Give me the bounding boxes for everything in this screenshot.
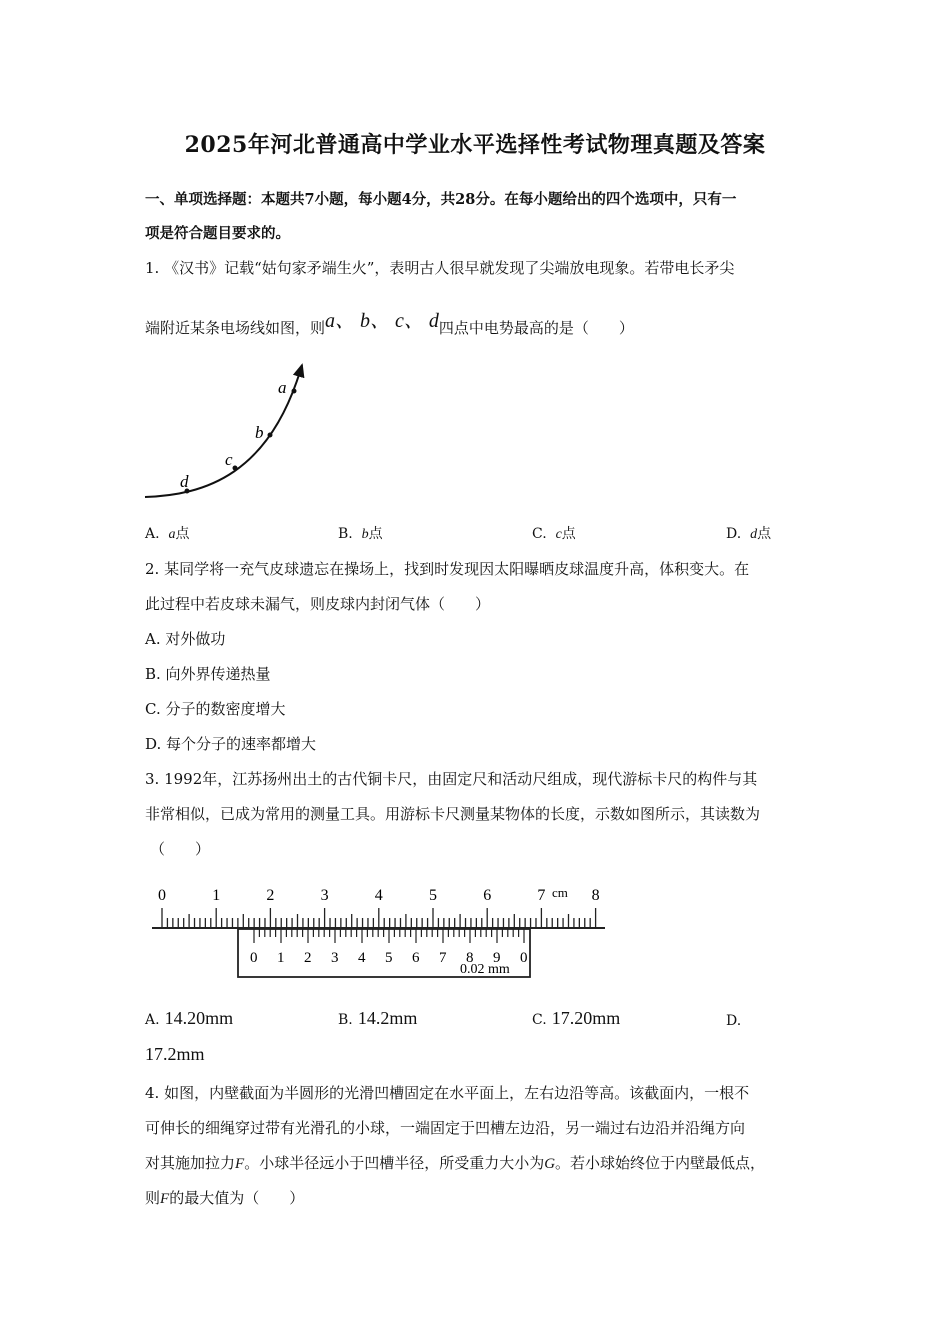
q1-option-d[interactable]: D. d点: [726, 526, 772, 542]
q1-option-c[interactable]: C. c点: [532, 526, 576, 542]
q4-line-3: 对其施加拉力F。小球半径远小于凹槽半径，所受重力大小为G。若小球始终位于内壁最低点，: [145, 1154, 766, 1172]
q3-line-3: （ ）: [150, 840, 211, 858]
vernier-scale-label: 4: [358, 950, 366, 966]
q2-option-b[interactable]: B. 向外界传递热量: [145, 665, 271, 683]
vernier-scale-label: 5: [385, 950, 393, 966]
q3-option-d-letter[interactable]: D.: [726, 1013, 742, 1029]
vernier-scale-label: 9: [493, 950, 501, 966]
q3-option-c[interactable]: C. 17.20mm: [532, 1008, 621, 1028]
vernier-scale-label: 3: [331, 950, 339, 966]
q4-line-2: 可伸长的细绳穿过带有光滑孔的小球，一端固定于凹槽左边沿，另一端过右边沿并沿绳方向: [145, 1119, 746, 1137]
q3-option-d-value[interactable]: 17.2mm: [145, 1044, 205, 1064]
q1-field-line-figure: [140, 355, 320, 505]
main-scale-label: 5: [429, 887, 437, 904]
main-scale-label: 3: [320, 887, 329, 904]
vernier-scale-label: 6: [412, 950, 420, 966]
vernier-scale-label: 7: [439, 950, 447, 966]
vernier-scale-label: 0: [250, 950, 258, 966]
section-heading-line-1: 一、单项选择题：本题共7小题，每小题4分，共28分。在每小题给出的四个选项中，只有一: [145, 191, 737, 208]
q1-option-a[interactable]: A. a点: [145, 526, 190, 542]
q1-point-variables: a、 b、 c、 d: [325, 310, 439, 332]
point-a-dot: [292, 389, 297, 394]
q3-option-b[interactable]: B. 14.2mm: [338, 1008, 418, 1028]
vernier-scale-label: 0: [520, 950, 528, 966]
q2-line-1: 2. 某同学将一充气皮球遗忘在操场上，找到时发现因太阳曝晒皮球温度升高，体积变大。在: [145, 560, 750, 578]
label-c: c: [225, 450, 233, 469]
q4-line-1: 4. 如图，内壁截面为半圆形的光滑凹槽固定在水平面上，左右边沿等高。该截面内，一根不: [145, 1084, 750, 1102]
unit-label: cm: [552, 885, 568, 900]
precision-label: 0.02 mm: [460, 962, 510, 977]
label-a: a: [278, 378, 287, 397]
vernier-scale-label: 8: [466, 950, 474, 966]
q3-line-1: 3. 1992年，江苏扬州出土的古代铜卡尺，由固定尺和活动尺组成，现代游标卡尺的构件与其: [145, 770, 758, 788]
q2-option-a[interactable]: A. 对外做功: [145, 630, 226, 648]
point-c-dot: [233, 466, 238, 471]
vernier-scale-label: 1: [277, 950, 285, 966]
section-heading-line-2: 项是符合题目要求的。: [145, 225, 290, 242]
q1-line-2: [145, 310, 634, 339]
main-scale-label: 0: [158, 887, 166, 904]
q1-line-2-pre: 端附近某条电场线如图，则: [145, 319, 326, 337]
q1-line-1: 1. 《汉书》记载“姑句家矛端生火”，表明古人很早就发现了尖端放电现象。若带电长矛尖: [145, 259, 735, 277]
q2-option-c[interactable]: C. 分子的数密度增大: [145, 700, 286, 718]
q1-option-b[interactable]: B. b点: [338, 526, 383, 542]
vernier-scale-label: 2: [304, 950, 312, 966]
q4-line-4: 则F的最大值为（ ）: [145, 1189, 305, 1207]
q3-line-2: 非常相似，已成为常用的测量工具。用游标卡尺测量某物体的长度，示数如图所示，其读数为: [145, 805, 761, 823]
q1-line-2-post: 四点中电势最高的是（ ）: [438, 319, 634, 337]
main-scale-ticks: [162, 908, 596, 928]
main-scale-label: 4: [374, 887, 383, 904]
vernier-caliper-figure: [150, 880, 610, 985]
label-b: b: [255, 423, 264, 442]
main-scale-label: 6: [483, 887, 492, 904]
main-scale-label: 1: [212, 887, 221, 904]
main-scale-labels: [158, 887, 600, 904]
main-scale-label: 2: [266, 887, 275, 904]
main-scale-label: 8: [591, 887, 600, 904]
point-b-dot: [268, 433, 273, 438]
q3-option-a[interactable]: A. 14.20mm: [145, 1008, 234, 1028]
label-d: d: [180, 472, 189, 491]
q2-line-2: 此过程中若皮球未漏气，则皮球内封闭气体（ ）: [145, 595, 491, 613]
vernier-scale-ticks: [254, 929, 524, 943]
main-scale-label: 7: [537, 887, 546, 904]
page-title: 2025年河北普通高中学业水平选择性考试物理真题及答案: [184, 132, 766, 158]
q2-option-d[interactable]: D. 每个分子的速率都增大: [145, 735, 317, 753]
